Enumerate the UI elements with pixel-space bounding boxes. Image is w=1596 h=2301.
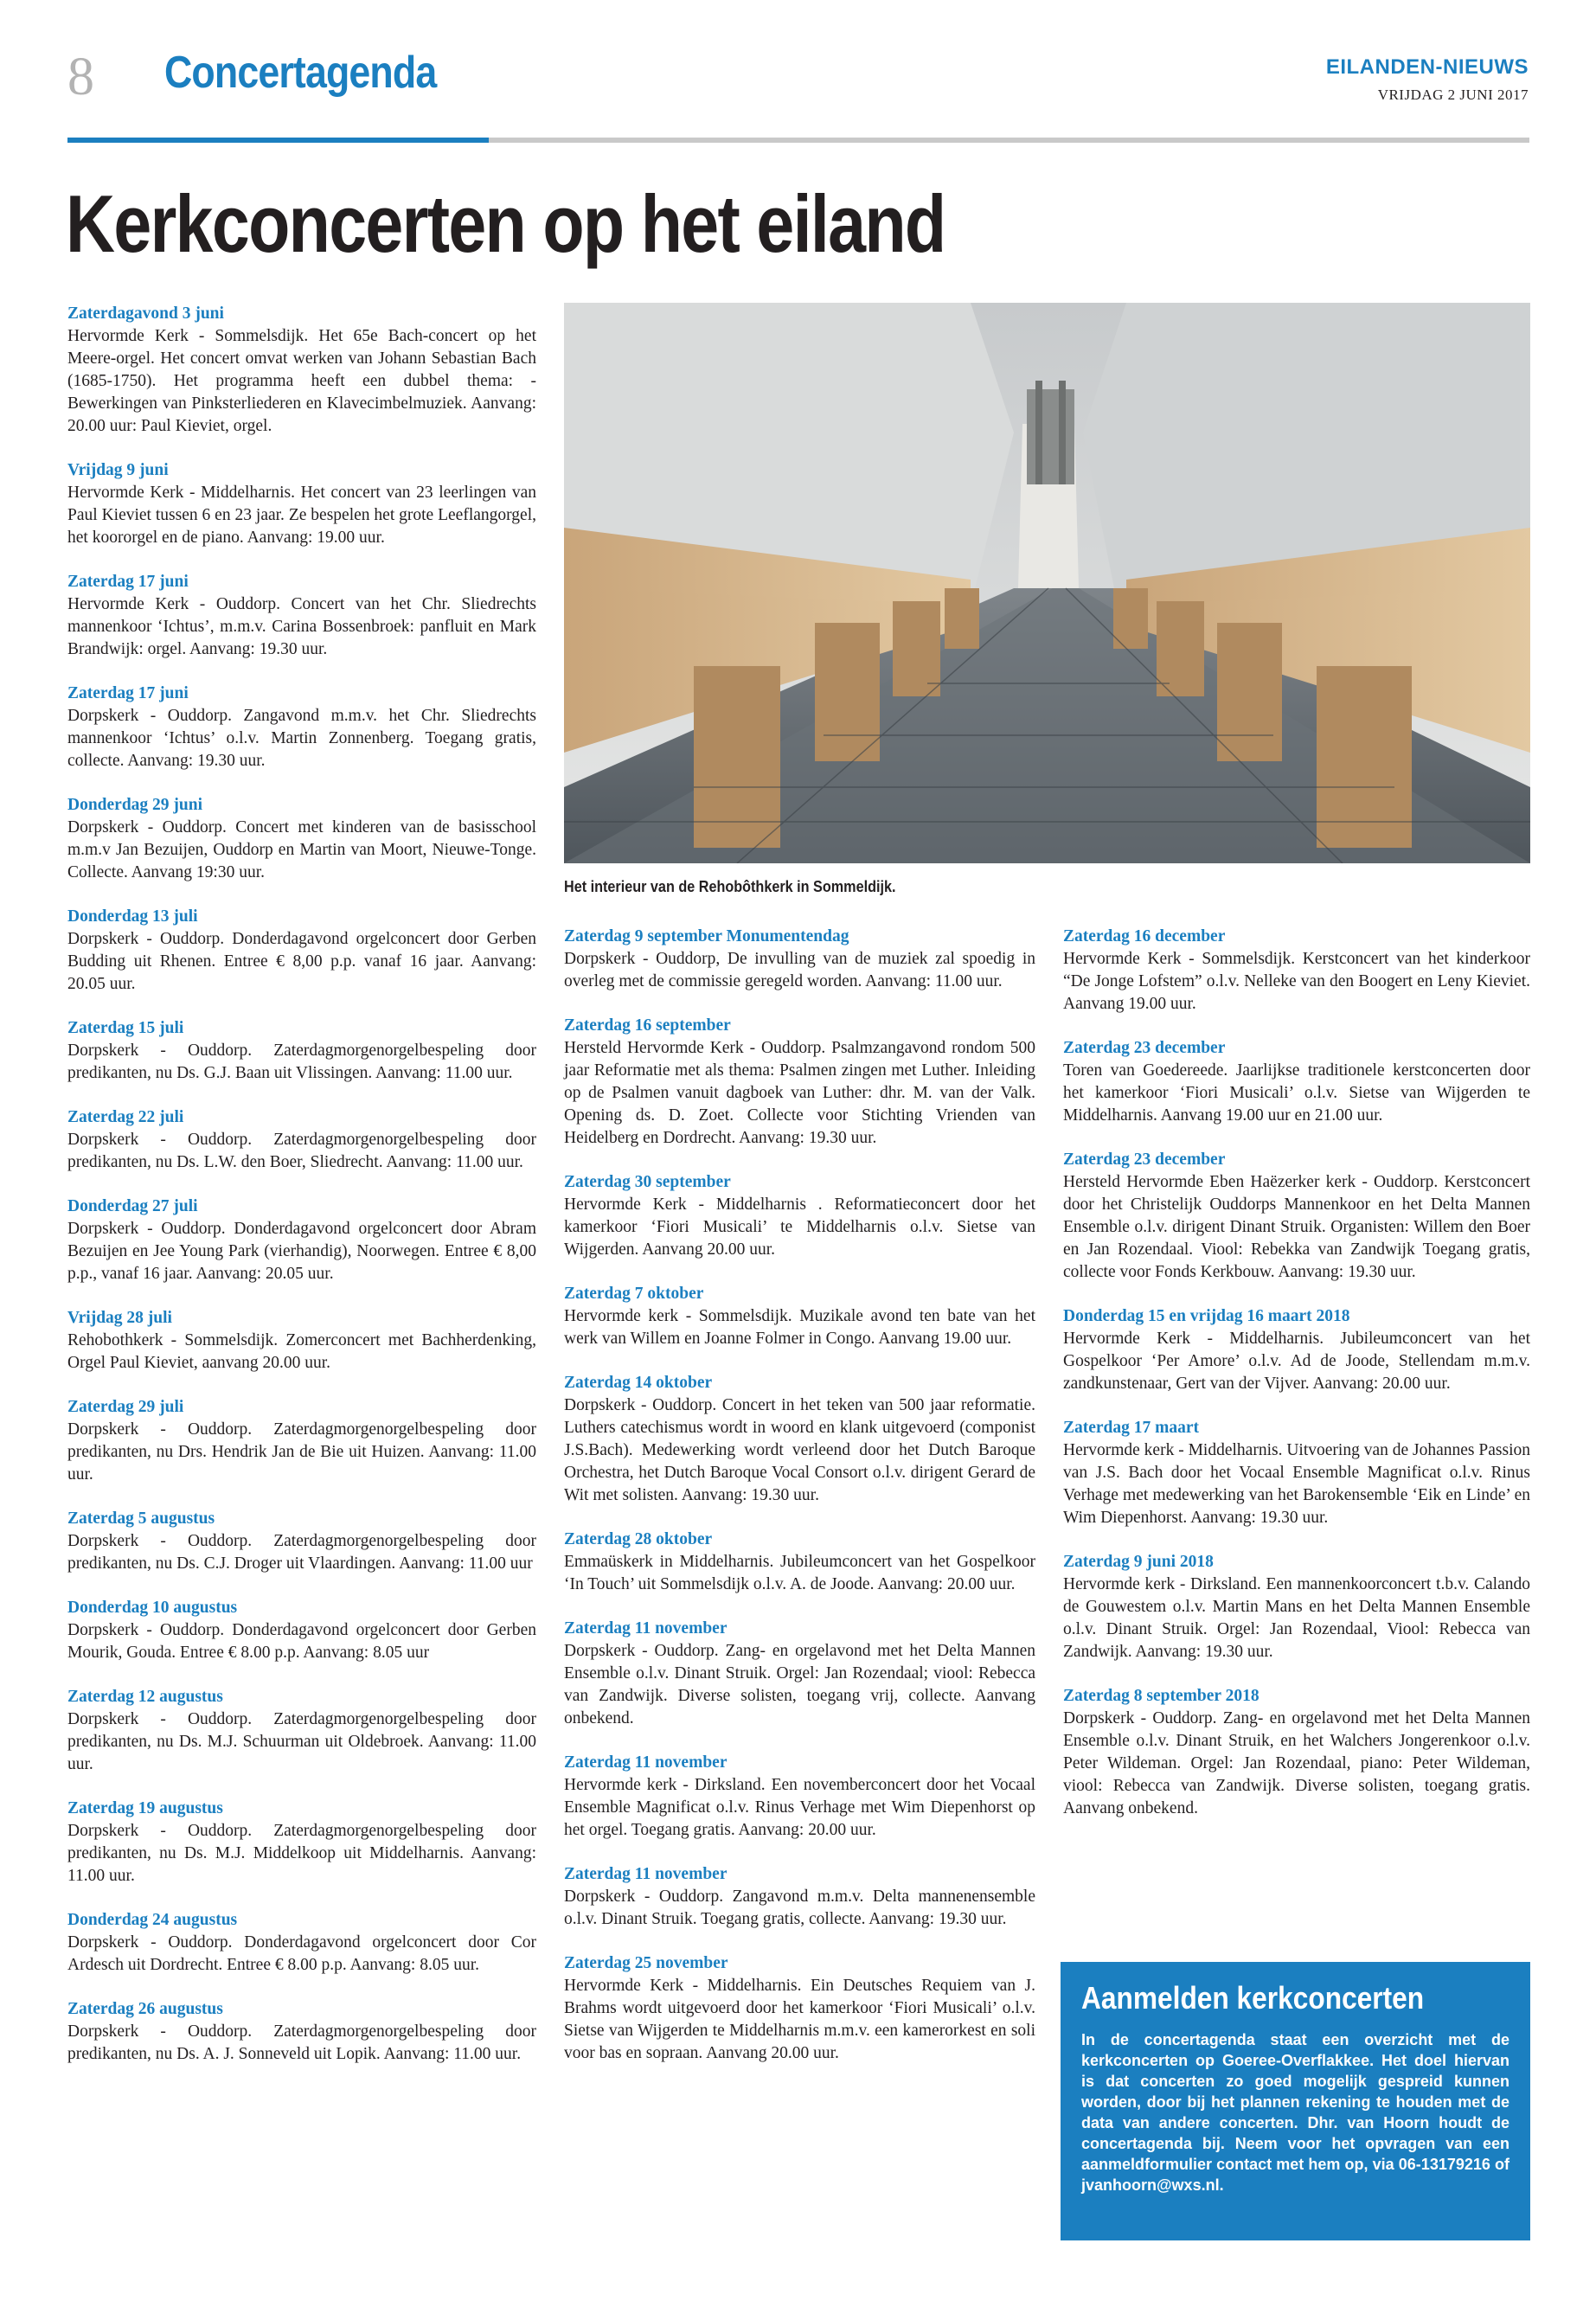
event-date: Zaterdag 23 december: [1063, 1150, 1226, 1169]
event-date: Zaterdag 9 september Monumentendag: [564, 927, 849, 945]
event-date: Zaterdag 30 september: [564, 1173, 731, 1191]
event-description: Dorpskerk - Ouddorp. Zaterdagmorgenorgelbespeling door predikanten, nu Ds. L.W. den Boer, Sliedrecht. Aanvang: 11.00 uur.: [67, 1131, 536, 1171]
event-description: Hervormde Kerk - Middelharnis . Reformatieconcert door het kamerkoor ‘Fiori Musicali’ te Middelharnis o.l.v. Sietse van Wijgerden. Aanvang 20.00 uur.: [564, 1195, 1035, 1259]
event-date: Donderdag 24 augustus: [67, 1911, 238, 1929]
agenda-item: [67, 1106, 536, 1174]
agenda-item: [67, 459, 536, 549]
event-description: Dorpskerk - Ouddorp. Donderdagavond orgelconcert door Gerben Mourik, Gouda. Entree € 8.00 p.p. Aanvang: 8.05 uur: [67, 1621, 536, 1662]
event-description: Hervormde Kerk - Sommelsdijk. Het 65e Bach-concert op het Meere-orgel. Het concert omvat werken van Johann Sebastian Bach (1685-1750). Het programma heeft een dubbel thema: - Bewerkingen van Pinksterliederen en Klavecimbelmuziek. Aanvang: 20.00 uur: Paul Kieviet, orgel.: [67, 327, 536, 435]
event-date: Zaterdag 29 juli: [67, 1398, 184, 1416]
masthead: [1326, 57, 1529, 104]
infobox-text: In de concertagenda staat een overzicht met de kerkconcerten op Goeree-Overflakkee. Het doel hiervan is dat concerten zo goed mogelijk gespreid kunnen worden, door bij het plannen rekening te houden met de data van andere concerten. Dhr. van Hoorn houdt de concertagenda bij. Neem voor het opvragen van een aanmeldformulier contact met hem op, via 06-13179216 of jvanhoorn@wxs.nl.: [1081, 2030, 1509, 2194]
agenda-item: [564, 1283, 1035, 1350]
event-description: Dorpskerk - Ouddorp. Zaterdagmorgenorgelbespeling door predikanten, nu Ds. A. J. Sonneveld uit Lopik. Aanvang: 11.00 uur.: [67, 2022, 536, 2063]
event-description: Dorpskerk - Ouddorp. Donderdagavond orgelconcert door Gerben Budding uit Rhenen. Entree € 8,00 p.p. vanaf 16 jaar. Aanvang: 20.05 uur.: [67, 930, 536, 993]
agenda-item: [564, 1372, 1035, 1507]
agenda-item: [1063, 1305, 1530, 1395]
event-date: Zaterdag 26 augustus: [67, 2000, 223, 2018]
page-number: 8: [67, 48, 94, 106]
agenda-item: [67, 1396, 536, 1486]
event-description: Dorpskerk - Ouddorp. Zaterdagmorgenorgelbespeling door predikanten, nu Ds. C.J. Droger uit Vlaardingen. Aanvang: 11.00 uur: [67, 1532, 536, 1573]
event-description: Dorpskerk - Ouddorp. Concert in het teken van 500 jaar reformatie. Luthers catechismus wordt in woord en klank uitgevoerd (componist J.S.Bach). Medewerking wordt verleend door het Dutch Baroque Orchestra, het Dutch Baroque Vocal Consort o.l.v. dirigent Gerard de Wit met solisten. Aanvang: 19.30 uur.: [564, 1396, 1035, 1504]
event-date: Zaterdag 5 augustus: [67, 1509, 215, 1528]
agenda-item: [67, 1195, 536, 1285]
agenda-column-3: [1063, 926, 1530, 1842]
event-description: Hervormde Kerk - Middelharnis. Het concert van 23 leerlingen van Paul Kieviet tussen 6 en 23 jaar. Ze bespelen het grote Leeflangorgel, het koororgel en de piano. Aanvang: 19.00 uur.: [67, 484, 536, 547]
church-interior-illustration: [564, 303, 1530, 863]
agenda-item: [1063, 1037, 1530, 1127]
event-date: Donderdag 15 en vrijdag 16 maart 2018: [1063, 1307, 1350, 1325]
event-description: Hersteld Hervormde Eben Haëzerker kerk - Ouddorp. Kerstconcert door het Christelijk Ouddorps Mannenkoor en het Delta Mannen Ensemble o.l.v. dirigent Dinant Struik. Organisten: Willem den Boer en Jan Rozendaal. Viool: Rebekka van Zandwijk Toegang gratis, collecte voor Fonds Kerkbouw. Aanvang: 19.30 uur.: [1063, 1173, 1530, 1281]
agenda-item: [67, 1307, 536, 1375]
event-description: Dorpskerk - Ouddorp. Zaterdagmorgenorgelbespeling door predikanten, nu Ds. G.J. Baan uit Vlissingen. Aanvang: 11.00 uur.: [67, 1042, 536, 1082]
event-date: Vrijdag 28 juli: [67, 1309, 172, 1327]
event-description: Dorpskerk - Ouddorp. Concert met kinderen van de basisschool m.m.v Jan Bezuijen, Ouddorp en Martin van Moort, Nieuwe-Tonge. Collecte. Aanvang 19:30 uur.: [67, 818, 536, 881]
event-date: Zaterdag 23 december: [1063, 1039, 1226, 1057]
agenda-item: [564, 926, 1035, 993]
event-description: Rehobothkerk - Sommelsdijk. Zomerconcert met Bachherdenking, Orgel Paul Kieviet, aanvang 20.00 uur.: [67, 1331, 536, 1372]
event-date: Zaterdag 11 november: [564, 1865, 727, 1883]
event-date: Zaterdag 16 december: [1063, 927, 1226, 945]
agenda-item: [1063, 1685, 1530, 1820]
infobox-title: Aanmelden kerkconcerten: [1081, 1980, 1425, 2016]
agenda-item: [67, 571, 536, 661]
agenda-item: [67, 1508, 536, 1575]
event-description: Hervormde kerk - Sommelsdijk. Muzikale avond ten bate van het werk van Willem en Joanne Folmer in Congo. Aanvang 19.00 uur.: [564, 1307, 1035, 1348]
agenda-item: [67, 1597, 536, 1664]
event-description: Emmaüskerk in Middelharnis. Jubileumconcert van het Gospelkoor ‘In Touch’ uit Sommelsdijk o.l.v. A. de Joode. Aanvang: 20.00 uur.: [564, 1553, 1035, 1593]
event-description: Dorpskerk - Ouddorp. Zang- en orgelavond met het Delta Mannen Ensemble o.l.v. Dinant Struik, en het Walchers Jongerenkoor o.l.v. Peter Wildeman. Orgel: Jan Rozendaal, piano: Peter Wildeman, viool: Rebecca van Zandwijk. Diverse solisten, toegang gratis. Aanvang onbekend.: [1063, 1709, 1530, 1817]
agenda-item: [564, 1618, 1035, 1730]
agenda-item: [564, 1952, 1035, 2065]
header-rule-accent: [67, 138, 489, 143]
event-date: Zaterdag 8 september 2018: [1063, 1687, 1259, 1705]
event-date: Zaterdag 9 juni 2018: [1063, 1553, 1214, 1571]
event-date: Zaterdag 7 oktober: [564, 1285, 704, 1303]
agenda-item: [67, 1798, 536, 1888]
agenda-item: [67, 1686, 536, 1776]
agenda-item: [564, 1015, 1035, 1150]
article-headline: Kerkconcerten op het eiland: [66, 178, 945, 269]
event-description: Hervormde Kerk - Ouddorp. Concert van het Chr. Sliedrechts mannenkoor ‘Ichtus’, m.m.v. Carina Bossenbroek: panfluit en Mark Brandwijk: orgel. Aanvang: 19.30 uur.: [67, 595, 536, 658]
event-date: Donderdag 13 juli: [67, 907, 198, 926]
event-description: Hervormde kerk - Dirksland. Een mannenkoorconcert t.b.v. Calando de Gouwestem o.l.v. Martin Mans en het Delta Mannen Ensemble o.l.v. Dinant Struik. Orgel: Jan Rozendaal, Viool: Rebecca van Zandwijk. Aanvang: 19.30 uur.: [1063, 1575, 1530, 1661]
event-date: Zaterdag 15 juli: [67, 1019, 184, 1037]
agenda-item: [564, 1863, 1035, 1931]
event-date: Donderdag 27 juli: [67, 1197, 198, 1215]
event-date: Zaterdag 11 november: [564, 1619, 727, 1638]
event-description: Hervormde Kerk - Sommelsdijk. Kerstconcert van het kinderkoor “De Jonge Lofstem” o.l.v. Nelleke van den Boogert en Leny Kieviet. Aanvang 19.00 uur.: [1063, 950, 1530, 1013]
event-description: Dorpskerk - Ouddorp. Zangavond m.m.v. het Chr. Sliedrechts mannenkoor ‘Ichtus’ o.l.v. Martin Zonnenberg. Toegang gratis, collecte. Aanvang: 19.30 uur.: [67, 707, 536, 770]
event-description: Hervormde Kerk - Middelharnis. Ein Deutsches Requiem van J. Brahms wordt uitgevoerd door het kamerkoor ‘Fiori Musicali’ o.l.v. Sietse van Wijgerden te Middelharnis m.m.v. een kamerorkest en soli voor bas en sopraan. Aanvang 20.00 uur.: [564, 1977, 1035, 2062]
event-date: Zaterdag 11 november: [564, 1753, 727, 1772]
event-date: Donderdag 10 augustus: [67, 1599, 238, 1617]
agenda-item: [67, 794, 536, 884]
event-description: Dorpskerk - Ouddorp. Zaterdagmorgenorgelbespeling door predikanten, nu Ds. M.J. Schuurman uit Oldebroek. Aanvang: 11.00 uur.: [67, 1710, 536, 1773]
event-description: Dorpskerk - Ouddorp. Zaterdagmorgenorgelbespeling door predikanten, nu Ds. M.J. Middelkoop uit Middelharnis. Aanvang: 11.00 uur.: [67, 1822, 536, 1885]
church-interior-photo: [564, 303, 1530, 863]
agenda-column-2: [564, 926, 1035, 2086]
agenda-item: [1063, 926, 1530, 1016]
agenda-item: [1063, 1551, 1530, 1663]
event-date: Zaterdag 25 november: [564, 1954, 728, 1972]
registration-infobox: [1061, 1962, 1530, 2240]
event-description: Dorpskerk - Ouddorp. Donderdagavond orgelconcert door Cor Ardesch uit Dordrecht. Entree € 8.00 p.p. Aanvang: 8.05 uur.: [67, 1933, 536, 1974]
event-date: Zaterdag 16 september: [564, 1016, 731, 1035]
agenda-item: [67, 1998, 536, 2066]
event-description: Hervormde Kerk - Middelharnis. Jubileumconcert van het Gospelkoor ‘Per Amore’ o.l.v. Ad de Joode, Stellendam m.m.v. zandkunstenaar, Gert van der Vijver. Aanvang: 20.00 uur.: [1063, 1330, 1530, 1393]
event-description: Hervormde kerk - Middelharnis. Uitvoering van de Johannes Passion van J.S. Bach door het Vocaal Ensemble Magnificat o.l.v. Rinus Verhage met medewerking van het Barokensemble ‘Eik en Linde’ en Wim Diepenhorst. Aanvang: 19.30 uur.: [1063, 1441, 1530, 1527]
agenda-item: [1063, 1149, 1530, 1284]
event-description: Dorpskerk - Ouddorp. Donderdagavond orgelconcert door Abram Bezuijen en Jee Young Park (vierhandig), Noorwegen. Entree € 8,00 p.p., vanaf 16 jaar. Aanvang: 20.05 uur.: [67, 1220, 536, 1283]
agenda-item: [1063, 1417, 1530, 1529]
agenda-item: [564, 1529, 1035, 1596]
event-date: Donderdag 29 juni: [67, 796, 203, 814]
event-description: Hersteld Hervormde Kerk - Ouddorp. Psalmzangavond rondom 500 jaar Reformatie met als thema: Psalmen zingen met Luther. Inleiding op de Psalmen vanuit dagboek van Luther: dhr. M. van der Valk. Opening ds. D. Zoet. Collecte voor Stichting Vrienden van Heidelberg en Dordrecht. Aanvang: 19.30 uur.: [564, 1039, 1035, 1147]
agenda-item: [67, 683, 536, 772]
event-date: Zaterdag 17 juni: [67, 684, 189, 702]
event-date: Zaterdag 28 oktober: [564, 1530, 713, 1548]
event-description: Dorpskerk - Ouddorp. Zangavond m.m.v. Delta mannenensemble o.l.v. Dinant Struik. Toegang gratis, collecte. Aanvang: 19.30 uur.: [564, 1888, 1035, 1928]
event-date: Zaterdag 12 augustus: [67, 1688, 223, 1706]
event-description: Hervormde kerk - Dirksland. Een novemberconcert door het Vocaal Ensemble Magnificat o.l.v. Rinus Verhage met Wim Diepenhorst op het orgel. Toegang gratis. Aanvang: 20.00 uur.: [564, 1776, 1035, 1839]
event-date: Zaterdag 17 maart: [1063, 1419, 1200, 1437]
event-date: Zaterdag 19 augustus: [67, 1799, 223, 1817]
agenda-item: [67, 1017, 536, 1085]
event-date: Zaterdag 14 oktober: [564, 1374, 713, 1392]
event-description: Toren van Goedereede. Jaarlijkse traditionele kerstconcerten door het kamerkoor ‘Fiori Musicali’ o.l.v. Sietse van Wijgerden te Middelharnis. Aanvang 19.00 uur en 21.00 uur.: [1063, 1061, 1530, 1125]
event-date: Zaterdagavond 3 juni: [67, 304, 224, 323]
agenda-item: [564, 1171, 1035, 1261]
event-description: Dorpskerk - Ouddorp. Zaterdagmorgenorgelbespeling door predikanten, nu Drs. Hendrik Jan de Bie uit Huizen. Aanvang: 11.00 uur.: [67, 1420, 536, 1484]
agenda-item: [67, 1909, 536, 1977]
newspaper-logo: EILANDEN-NIEUWS: [1325, 55, 1529, 79]
event-date: Vrijdag 9 juni: [67, 461, 169, 479]
event-description: Dorpskerk - Ouddorp, De invulling van de muziek zal spoedig in overleg met de commissie geregeld worden. Aanvang: 11.00 uur.: [564, 950, 1035, 990]
agenda-item: [67, 906, 536, 996]
photo-caption: Het interieur van de Rehobôthkerk in Sommeldijk.: [564, 878, 896, 895]
event-description: Dorpskerk - Ouddorp. Zang- en orgelavond met het Delta Mannen Ensemble o.l.v. Dinant Struik. Orgel: Jan Rozendaal; viool: Rebecca van Zandwijk. Diverse solisten, toegang vrij, collecte. Aanvang onbekend.: [564, 1642, 1035, 1727]
issue-date: VRIJDAG 2 JUNI 2017: [1377, 87, 1529, 103]
event-date: Zaterdag 17 juni: [67, 573, 189, 591]
agenda-column-1: [67, 303, 536, 2087]
agenda-item: [67, 303, 536, 438]
agenda-item: [564, 1752, 1035, 1842]
event-date: Zaterdag 22 juli: [67, 1108, 184, 1126]
section-title: Concertagenda: [164, 48, 437, 98]
